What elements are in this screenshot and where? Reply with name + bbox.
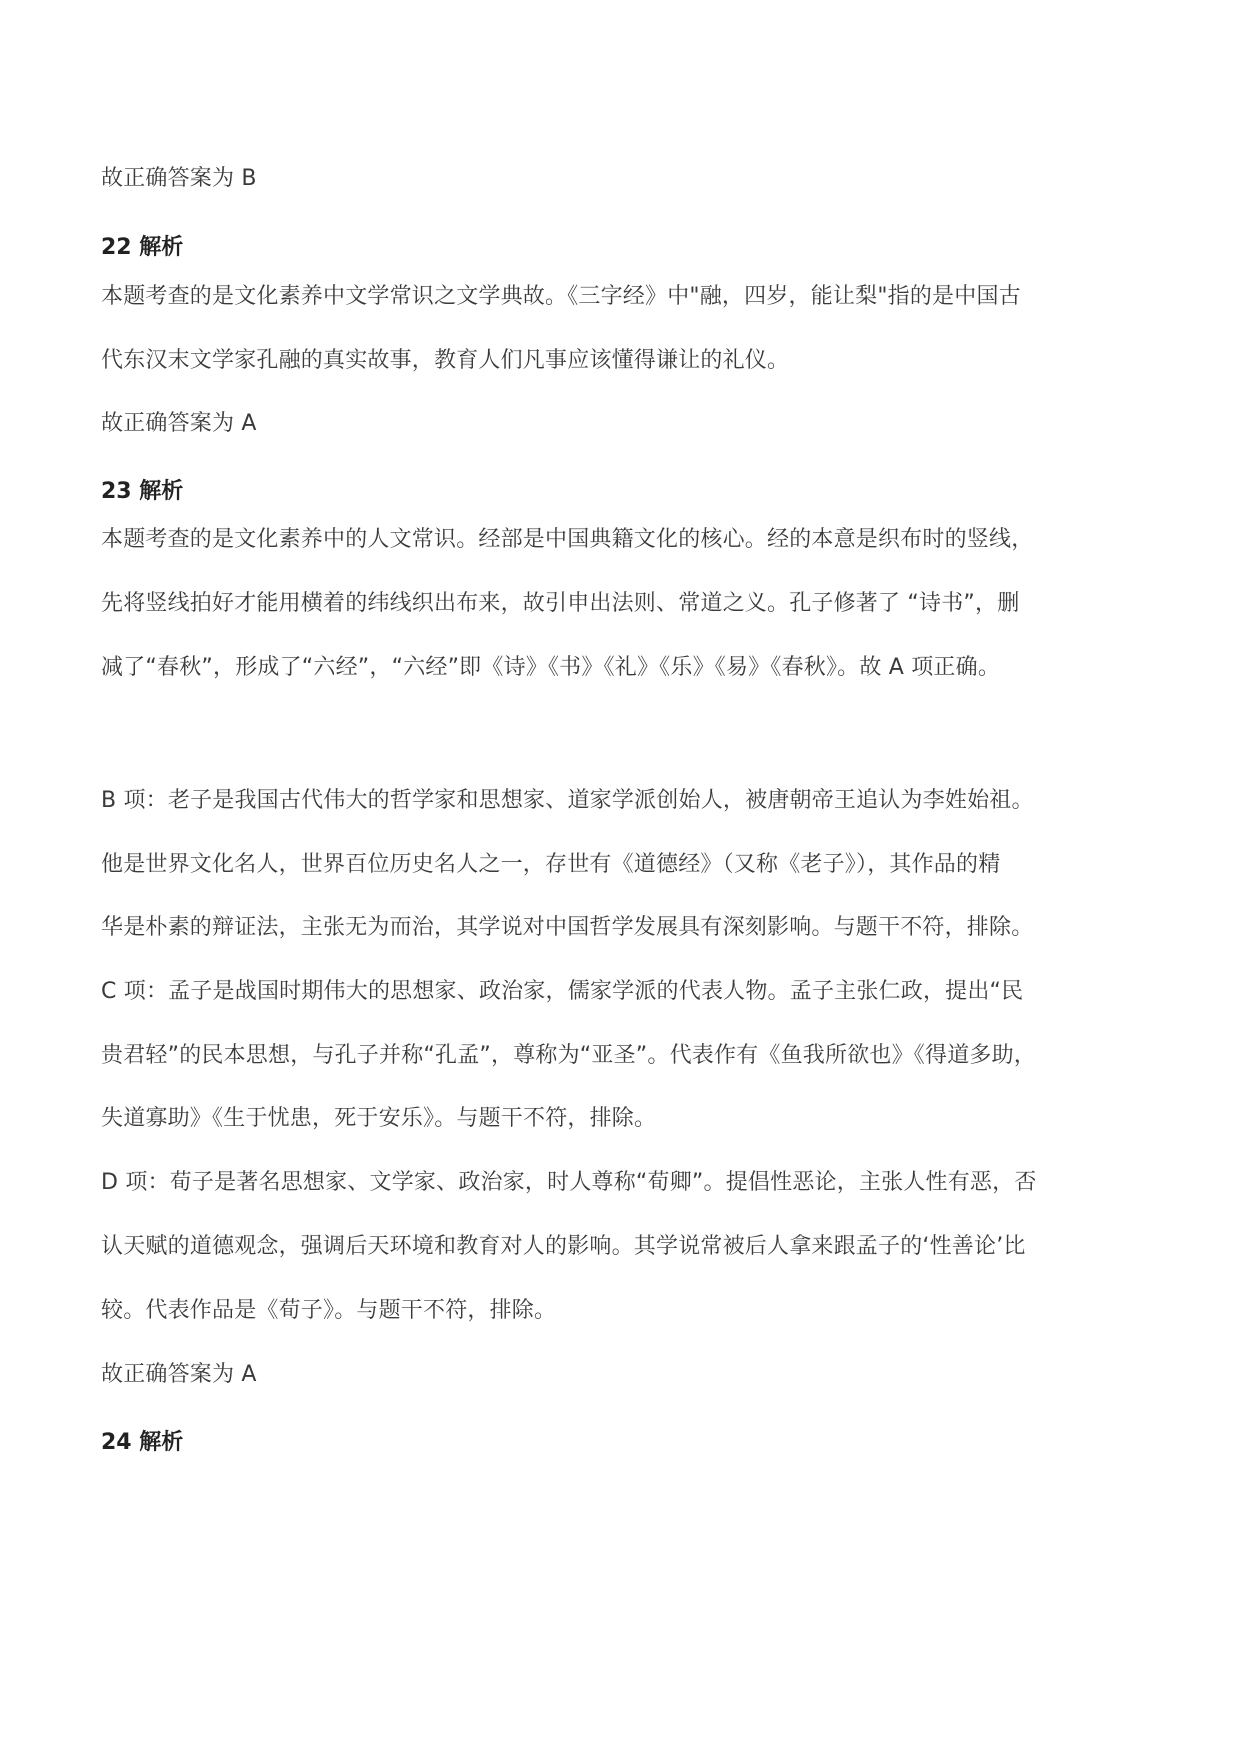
option-b-line: B 项：老子是我国古代伟大的哲学家和思想家、道家学派创始人，被唐朝帝王追认为李姓始祖。 <box>101 788 1034 813</box>
paragraph-line: 减了“春秋”，形成了“六经”，“六经”即《诗》《书》《礼》《乐》《易》《春秋》。故 A 项正确。 <box>101 655 1001 680</box>
answer-line-21: 故正确答案为 B <box>101 166 257 191</box>
option-d-line: 较。代表作品是《荀子》。与题干不符，排除。 <box>101 1298 557 1323</box>
paragraph-line: 本题考查的是文化素养中的人文常识。经部是中国典籍文化的核心。经的本意是织布时的竖线， <box>101 527 1034 552</box>
section-heading-24: 24 解析 <box>101 1430 184 1455</box>
option-c-line: 贵君轻”的民本思想，与孔子并称“孔孟”，尊称为“亚圣”。代表作有《鱼我所欲也》《得道多助， <box>101 1043 1036 1068</box>
paragraph-line: 本题考查的是文化素养中文学常识之文学典故。《三字经》中"融，四岁，能让梨"指的是中国古 <box>101 284 1021 309</box>
paragraph-line: 代东汉末文学家孔融的真实故事，教育人们凡事应该懂得谦让的礼仪。 <box>101 348 790 373</box>
answer-line-23: 故正确答案为 A <box>101 1362 257 1387</box>
answer-line-22: 故正确答案为 A <box>101 411 257 436</box>
option-c-line: 失道寡助》《生于忧患，死于安乐》。与题干不符，排除。 <box>101 1106 657 1131</box>
section-heading-23: 23 解析 <box>101 479 184 504</box>
paragraph-line: 先将竖线拍好才能用横着的纬线织出布来，故引申出法则、常道之义。孔子修著了 “诗书”，删 <box>101 591 1020 616</box>
section-heading-22: 22 解析 <box>101 235 184 260</box>
option-d-line: D 项：荀子是著名思想家、文学家、政治家，时人尊称“荀卿”。提倡性恶论，主张人性有恶，否 <box>101 1170 1037 1195</box>
option-c-line: C 项：孟子是战国时期伟大的思想家、政治家，儒家学派的代表人物。孟子主张仁政，提出“民 <box>101 979 1024 1004</box>
option-d-line: 认天赋的道德观念，强调后天环境和教育对人的影响。其学说常被后人拿来跟孟子的‘性善论’比 <box>101 1234 1026 1259</box>
option-b-line: 他是世界文化名人，世界百位历史名人之一，存世有《道德经》（又称《老子》），其作品的精 <box>101 852 1001 877</box>
option-b-line: 华是朴素的辩证法，主张无为而治，其学说对中国哲学发展具有深刻影响。与题干不符，排除。 <box>101 915 1034 940</box>
